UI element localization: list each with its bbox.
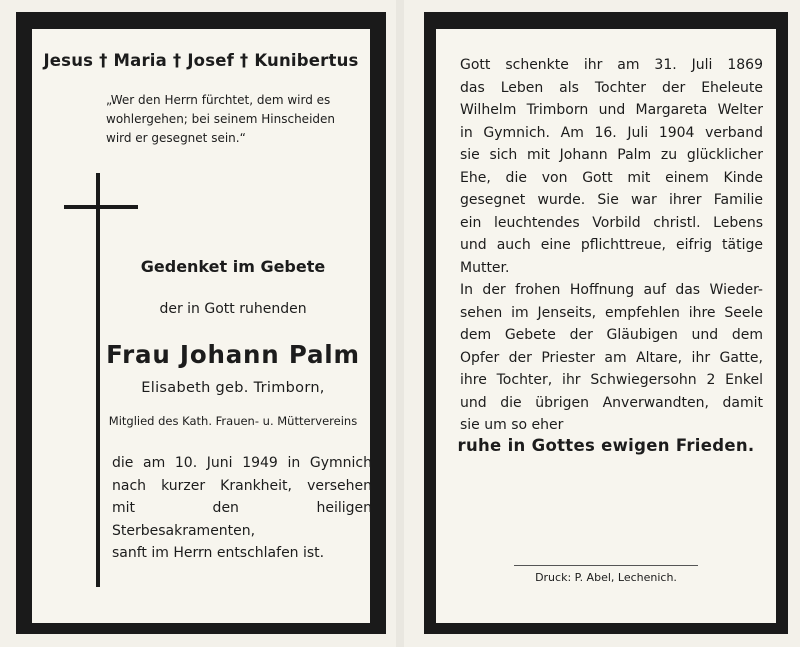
hope-paragraph xyxy=(460,279,763,437)
hope-line: und die übrigen Anverwandten, damit xyxy=(460,394,763,411)
bio-line: und auch eine pflichttreue, eifrig tätige xyxy=(460,237,763,253)
bio-line: in Gymnich. Am 16. Juli 1904 verband xyxy=(460,124,763,141)
death-line: mit den heiligen Sterbesakramenten, xyxy=(112,500,372,539)
ruhenden-text: der in Gott ruhenden xyxy=(159,301,307,317)
quote-line: wird er gesegnet sein.“ xyxy=(106,131,246,145)
bible-quote xyxy=(106,91,366,148)
hope-line: sehen im Jenseits, empfehlen ihre Seele xyxy=(460,304,763,321)
bio-line: Mutter. xyxy=(460,259,510,276)
quote-line: wohlergehen; bei seinem Hinscheiden xyxy=(106,112,336,126)
bio-line: ein leuchtendes Vorbild christl. Lebens xyxy=(460,214,763,231)
hope-line: ihre Tochter, ihr Schwiegersohn 2 Enkel xyxy=(460,372,763,388)
death-notice xyxy=(112,452,372,565)
right-card-content xyxy=(436,29,776,623)
hope-line: In der frohen Hoffnung auf das Wieder- xyxy=(460,282,763,298)
bio-line: das Leben als Tochter der Eheleute xyxy=(460,79,763,96)
death-line: sanft im Herrn entschlafen ist. xyxy=(112,545,325,561)
death-line: nach kurzer Krankheit, versehen xyxy=(112,477,372,494)
bio-line: Gott schenkte ihr am 31. Juli 1869 xyxy=(460,57,763,73)
birth-name: Elisabeth geb. Trimborn, xyxy=(141,380,325,396)
printer-credit: Druck: P. Abel, Lechenich. xyxy=(535,571,677,584)
quote-line: „Wer den Herrn fürchtet, dem wird es xyxy=(106,93,331,107)
bio-line: Ehe, die von Gott mit einem Kinde xyxy=(460,169,763,186)
left-card xyxy=(0,0,396,647)
deceased-name: Frau Johann Palm xyxy=(106,340,360,369)
bio-line: gesegnet wurde. Sie war ihrer Familie xyxy=(460,192,763,208)
saints-header: Jesus † Maria † Josef † Kunibertus xyxy=(43,51,359,70)
bio-line: Wilhelm Trimborn und Margareta Welter xyxy=(460,102,763,118)
divider xyxy=(514,565,698,566)
right-black-border xyxy=(424,12,788,634)
left-black-border xyxy=(16,12,386,634)
hope-line: dem Gebete der Gläubigen und dem xyxy=(460,327,763,343)
gedenket-heading: Gedenket im Gebete xyxy=(140,257,326,276)
death-line: die am 10. Juni 1949 in Gymnich xyxy=(112,455,372,471)
left-card-content xyxy=(32,29,370,623)
membership-text: Mitglied des Kath. Frauen- u. Müttervereins xyxy=(108,414,358,428)
closing-phrase: ruhe in Gottes ewigen Frieden. xyxy=(457,436,755,455)
hope-line: sie um so eher xyxy=(460,417,564,433)
bio-line: sie sich mit Johann Palm zu glücklicher xyxy=(460,147,763,163)
cross-icon-bar xyxy=(64,205,138,209)
hope-line: Opfer der Priester am Altare, ihr Gatte, xyxy=(460,349,763,366)
right-card xyxy=(404,0,800,647)
biography-paragraph xyxy=(460,54,763,279)
